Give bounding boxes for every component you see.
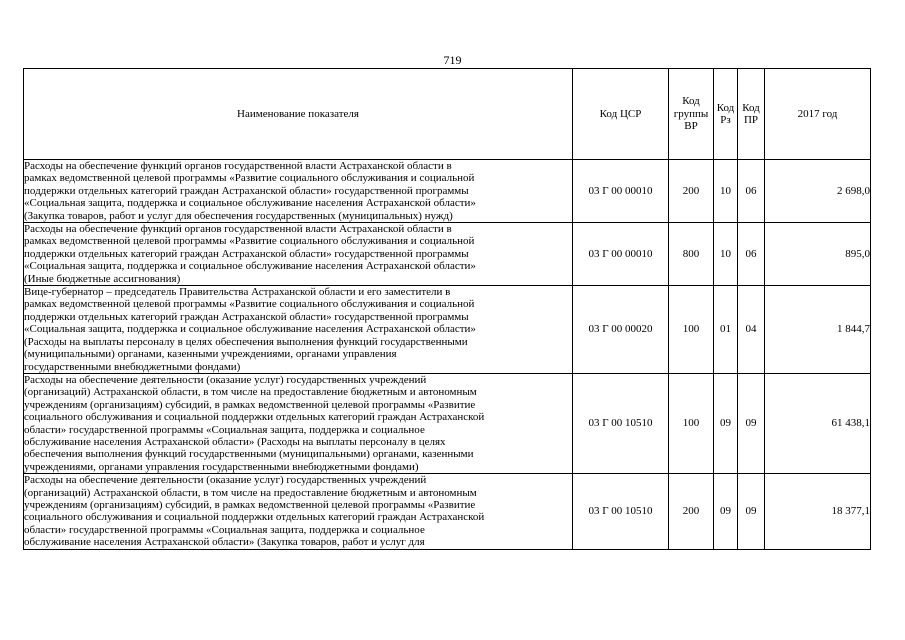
row-name-line: учреждениям (организациям) субсидий, в рамках ведомственной целевой программы «Развитие [24, 498, 476, 511]
table-header-row [24, 69, 871, 160]
row-vr: 200 [669, 474, 714, 549]
row-amount: 895,0 [765, 223, 871, 286]
row-name-line: поддержки отдельных категорий граждан Астраханской области» государственной программы [24, 310, 469, 323]
row-name-line: (организаций) Астраханской области, в том числе на предоставление бюджетным и автономным [24, 486, 477, 499]
header-csr: Код ЦСР [573, 69, 669, 160]
row-name-line: социального обслуживания и социальной поддержки отдельных категорий граждан Астраханской [24, 411, 485, 424]
row-rz: 01 [714, 286, 738, 374]
row-pr: 04 [738, 286, 765, 374]
row-name-line: рамках ведомственной целевой программы «Развитие социального обслуживания и социальной [24, 172, 475, 185]
budget-table [23, 68, 871, 550]
header-vr-line1: Код [682, 95, 700, 108]
table-row [24, 223, 871, 286]
row-name-line: Расходы на обеспечение деятельности (оказание услуг) государственных учреждений [24, 373, 427, 386]
row-amount: 18 377,1 [765, 474, 871, 549]
row-name-line: (Расходы на выплаты персоналу в целях обеспечения выполнения функций государственными [24, 335, 468, 348]
row-csr: 03 Г 00 00010 [573, 223, 669, 286]
row-name [24, 223, 573, 286]
row-name-line: поддержки отдельных категорий граждан Астраханской области» государственной программы [24, 247, 469, 260]
header-name: Наименование показателя [24, 69, 573, 160]
row-name [24, 286, 573, 374]
row-pr: 06 [738, 160, 765, 223]
row-pr: 06 [738, 223, 765, 286]
row-vr: 200 [669, 160, 714, 223]
row-vr: 100 [669, 373, 714, 473]
table-row [24, 160, 871, 223]
header-year: 2017 год [765, 69, 871, 160]
row-rz: 09 [714, 373, 738, 473]
row-name-line: Расходы на обеспечение функций органов государственной власти Астраханской области в [24, 160, 452, 172]
header-vr-line2: группы [673, 107, 709, 120]
row-csr: 03 Г 00 00010 [573, 160, 669, 223]
row-name-line: «Социальная защита, поддержка и социальное обслуживание населения Астраханской области» [24, 197, 476, 210]
row-name-line: обслуживание населения Астраханской области» (Закупка товаров, работ и услуг для [24, 536, 425, 549]
row-rz: 10 [714, 160, 738, 223]
row-name-line: (муниципальными) органами, казенными учреждениями, органами управления [24, 348, 397, 361]
table-row [24, 474, 871, 549]
row-name-line: обслуживание населения Астраханской области» (Расходы на выплаты персоналу в целях [24, 435, 446, 448]
row-name-line: Расходы на обеспечение деятельности (оказание услуг) государственных учреждений [24, 474, 427, 487]
row-name-line: «Социальная защита, поддержка и социальное обслуживание населения Астраханской области» [24, 323, 476, 336]
header-rz [714, 69, 738, 160]
row-amount: 1 844,7 [765, 286, 871, 374]
row-csr: 03 Г 00 00020 [573, 286, 669, 374]
row-name [24, 160, 573, 223]
row-name-line: государственными внебюджетными фондами) [24, 360, 241, 373]
row-vr: 800 [669, 223, 714, 286]
row-pr: 09 [738, 474, 765, 549]
header-rz-line2: Рз [720, 114, 731, 126]
header-rz-line1: Код [716, 101, 735, 114]
row-amount: 2 698,0 [765, 160, 871, 223]
row-csr: 03 Г 00 10510 [573, 373, 669, 473]
row-name-line: Расходы на обеспечение функций органов государственной власти Астраханской области в [24, 223, 452, 236]
header-pr-line2: ПР [743, 114, 759, 126]
row-name-line: Вице-губернатор – председатель Правительства Астраханской области и его заместители в [24, 286, 451, 299]
row-amount: 61 438,1 [765, 373, 871, 473]
header-vr-line3: ВР [684, 120, 698, 133]
row-name [24, 474, 573, 549]
page-number: 719 [443, 53, 462, 67]
table-row [24, 373, 871, 473]
header-pr [738, 69, 765, 160]
row-name-line: (Закупка товаров, работ и услуг для обеспечения государственных (муниципальных) нужд) [24, 209, 453, 222]
row-name-line: поддержки отдельных категорий граждан Астраханской области» государственной программы [24, 184, 469, 197]
row-name-line: рамках ведомственной целевой программы «Развитие социального обслуживания и социальной [24, 298, 475, 311]
row-name-line: (Иные бюджетные ассигнования) [24, 272, 181, 285]
row-csr: 03 Г 00 10510 [573, 474, 669, 549]
table-row [24, 286, 871, 374]
row-name-line: обеспечения выполнения функций государственными (муниципальными) органами, казенными [24, 448, 474, 461]
row-name-line: (организаций) Астраханской области, в том числе на предоставление бюджетным и автономным [24, 386, 477, 399]
header-pr-line1: Код [742, 101, 760, 114]
row-rz: 09 [714, 474, 738, 549]
table-body [24, 160, 871, 550]
row-name-line: «Социальная защита, поддержка и социальное обслуживание населения Астраханской области» [24, 260, 476, 273]
row-name-line: области» государственной программы «Социальная защита, поддержка и социальное [24, 523, 425, 536]
row-name-line: учреждениям (организациям) субсидий, в рамках ведомственной целевой программы «Развитие [24, 398, 476, 411]
row-name-line: области» государственной программы «Социальная защита, поддержка и социальное [24, 423, 425, 436]
header-vr [669, 69, 714, 160]
row-rz: 10 [714, 223, 738, 286]
row-vr: 100 [669, 286, 714, 374]
row-name-line: учреждениями, органами управления государственными внебюджетными фондами) [24, 460, 419, 473]
row-name-line: рамках ведомственной целевой программы «Развитие социального обслуживания и социальной [24, 235, 475, 248]
row-name [24, 373, 573, 473]
row-name-line: социального обслуживания и социальной поддержки отдельных категорий граждан Астраханской [24, 511, 485, 524]
row-pr: 09 [738, 373, 765, 473]
